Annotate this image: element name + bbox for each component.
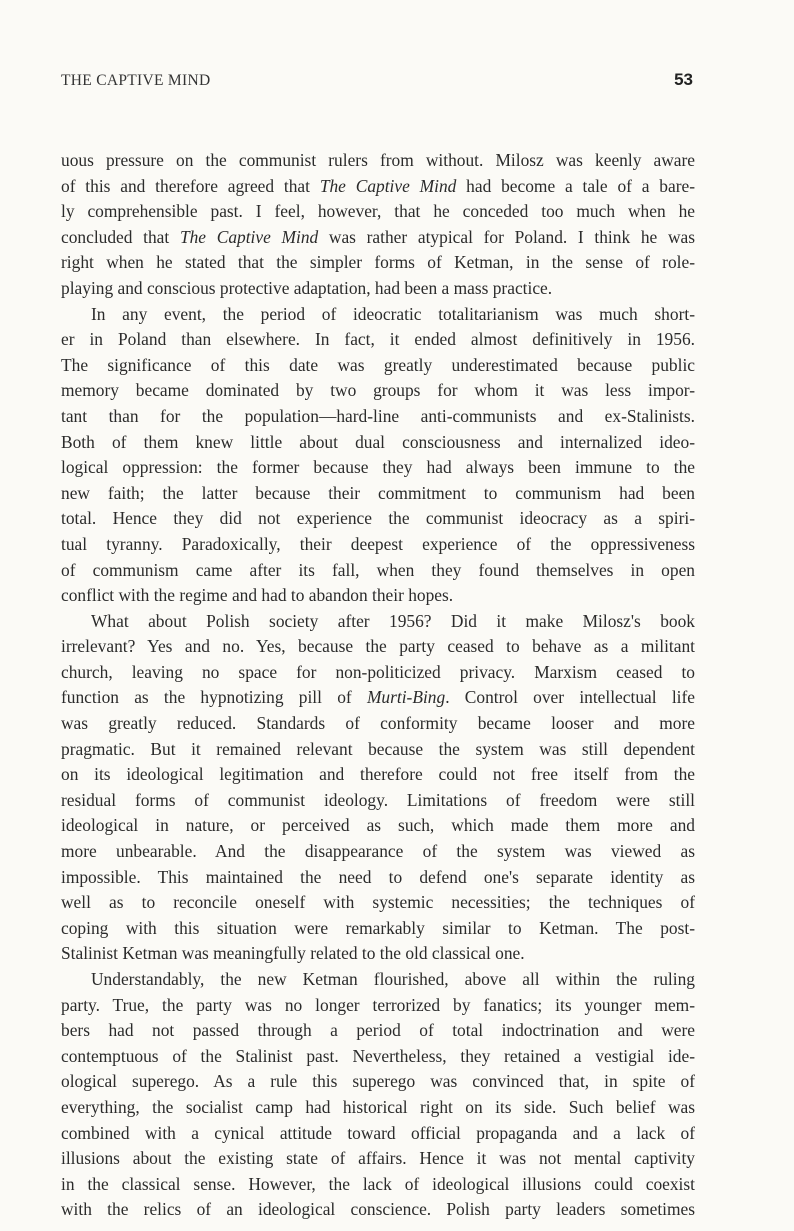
text-line: well as to reconcile oneself with systemic necessities; the techniques of <box>61 892 695 913</box>
text-line: tual tyranny. Paradoxically, their deepest experience of the oppressiveness <box>61 533 695 554</box>
text-line: total. Hence they did not experience the communist ideocracy as a spiri- <box>61 508 695 529</box>
text-line: was greatly reduced. Standards of conformity became looser and more <box>61 713 695 734</box>
text-line: of communism came after its fall, when they found themselves in open <box>61 559 695 580</box>
text-line: playing and conscious protective adaptation, had been a mass practice. <box>61 277 553 298</box>
text-line: everything, the socialist camp had historical right on its side. Such belief was <box>61 1096 695 1117</box>
page-number: 53 <box>674 70 693 89</box>
italic-title: Murti-Bing <box>366 687 446 708</box>
text-line <box>61 225 695 251</box>
text-line: ly comprehensible past. I feel, however, that he conceded too much when he <box>61 201 695 222</box>
text-line: pragmatic. But it remained relevant because the system was still dependent <box>61 738 695 759</box>
text-line: What about Polish society after 1956? Did it make Milosz's book <box>91 610 695 631</box>
text-line: coping with this situation were remarkably similar to Ketman. The post- <box>61 917 695 938</box>
text-line: with the relics of an ideological conscience. Polish party leaders sometimes <box>61 1199 695 1220</box>
text-line: church, leaving no space for non-politicized privacy. Marxism ceased to <box>61 661 695 682</box>
text-line: impossible. This maintained the need to defend one's separate identity as <box>61 866 695 887</box>
text-line: The significance of this date was greatly underestimated because public <box>61 354 695 375</box>
text-segment: of this and therefore agreed that <box>61 175 320 196</box>
text-line: tant than for the population—hard-line anti-communists and ex-Stalinists. <box>61 405 695 426</box>
text-line: uous pressure on the communist rulers from without. Milosz was keenly aware <box>61 150 695 170</box>
running-head: THE CAPTIVE MIND <box>61 72 211 89</box>
text-line: combined with a cynical attitude toward official propaganda and a lack of <box>61 1122 695 1143</box>
text-line: new faith; the latter because their commitment to communism had been <box>61 482 695 503</box>
text-line: irrelevant? Yes and no. Yes, because the party ceased to behave as a militant <box>61 636 695 657</box>
text-line: memory became dominated by two groups for whom it was less impor- <box>61 380 695 401</box>
text-segment: function as the hypnotizing pill of <box>61 687 367 708</box>
text-segment: had become a tale of a bare- <box>456 175 695 196</box>
text-line: er in Poland than elsewhere. In fact, it ended almost definitively in 1956. <box>61 329 695 350</box>
text-line: more unbearable. And the disappearance of the system was viewed as <box>61 841 695 862</box>
text-line: Understandably, the new Ketman flourished, above all within the ruling <box>91 969 695 989</box>
text-segment: . Control over intellectual life <box>445 687 695 708</box>
text-line: residual forms of communist ideology. Limitations of freedom were still <box>61 789 695 810</box>
text-line: party. True, the party was no longer terrorized by fanatics; its younger mem- <box>61 994 695 1015</box>
text-line: Stalinist Ketman was meaningfully related to the old classical one. <box>61 943 525 964</box>
text-line <box>61 685 695 711</box>
text-line <box>61 174 695 200</box>
italic-title: The Captive Mind <box>179 226 319 247</box>
text-line: in the classical sense. However, the lack of ideological illusions could coexist <box>61 1173 695 1194</box>
text-line: illusions about the existing state of affairs. Hence it was not mental captivity <box>61 1148 695 1169</box>
body-text <box>61 148 695 1223</box>
text-line: contemptuous of the Stalinist past. Nevertheless, they retained a vestigial ide- <box>61 1045 695 1066</box>
text-line: bers had not passed through a period of total indoctrination and were <box>61 1020 695 1041</box>
text-line: Both of them knew little about dual consciousness and internalized ideo- <box>61 431 695 452</box>
text-segment: concluded that <box>61 226 180 247</box>
italic-title: The Captive Mind <box>319 175 457 196</box>
text-line: In any event, the period of ideocratic totalitarianism was much short- <box>91 303 695 324</box>
text-line: logical oppression: the former because they had always been immune to the <box>61 457 695 478</box>
text-segment: was rather atypical for Poland. I think he was <box>318 226 695 247</box>
text-line: conflict with the regime and had to abandon their hopes. <box>61 585 454 606</box>
text-line: ideological in nature, or perceived as such, which made them more and <box>61 815 695 836</box>
text-line: on its ideological legitimation and therefore could not free itself from the <box>61 764 695 785</box>
text-line: right when he stated that the simpler forms of Ketman, in the sense of role- <box>61 252 695 273</box>
text-line: ological superego. As a rule this superego was convinced that, in spite of <box>61 1071 695 1092</box>
